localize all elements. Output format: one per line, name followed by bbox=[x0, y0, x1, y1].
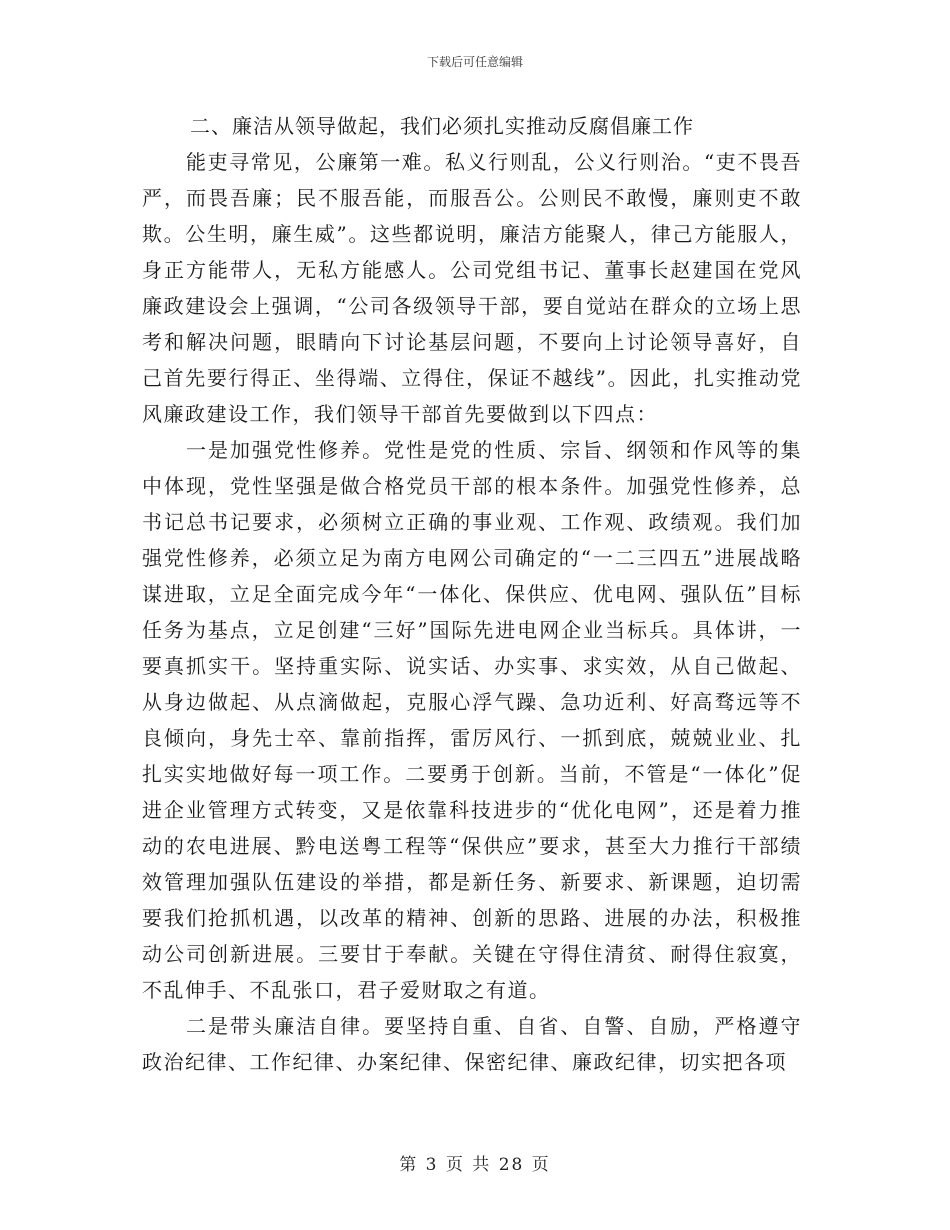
document-body bbox=[142, 108, 802, 1080]
section-heading: 二、廉洁从领导做起，我们必须扎实推动反腐倡廉工作 bbox=[190, 114, 694, 138]
page-header-note: 下载后可任意编辑 bbox=[426, 55, 523, 69]
paragraph-point-two: 二是带头廉洁自律。要坚持自重、自省、自警、自励，严格遵守政治纪律、工作纪律、办案纪律、保密纪律、廉政纪律，切实把各项 bbox=[142, 1014, 802, 1074]
paragraph-point-one: 一是加强党性修养。党性是党的性质、宗旨、纲领和作风等的集中体现，党性坚强是做合格党员干部的根本条件。加强党性修养，总书记总书记要求，必须树立正确的事业观、工作观、政绩观。我们加强党性修养，必须立足为南方电网公司确定的“一二三四五”进展战略谋进取，立足全面完成今年“一体化、保供应、优电网、强队伍”目标任务为基点，立足创建“三好”国际先进电网企业当标兵。具体讲，一要真抓实干。坚持重实际、说实话、办实事、求实效，从自己做起、从身边做起、从点滴做起，克服心浮气躁、急功近利、好高骛远等不良倾向，身先士卒、靠前指挥，雷厉风行、一抓到底，兢兢业业、扎扎实实地做好每一项工作。二要勇于创新。当前，不管是“一体化”促进企业管理方式转变，又是依靠科技进步的“优化电网”，还是着力推动的农电进展、黔电送粤工程等“保供应”要求，甚至大力推行干部绩效管理加强队伍建设的举措，都是新任务、新要求、新课题，迫切需要我们抢抓机遇，以改革的精神、创新的思路、进展的办法，积极推动公司创新进展。三要甘于奉献。关键在守得住清贫、耐得住寂寞，不乱伸手、不乱张口，君子爱财取之有道。 bbox=[142, 438, 802, 1002]
page-number: 第 3 页 共 28 页 bbox=[399, 1155, 551, 1175]
paragraph-intro: 能吏寻常见，公廉第一难。私义行则乱，公义行则治。“吏不畏吾严，而畏吾廉；民不服吾能，而服吾公。公则民不敢慢，廉则吏不敢欺。公生明，廉生威”。这些都说明，廉洁方能聚人，律己方能服人，身正方能带人，无私方能感人。公司党组书记、董事长赵建国在党风廉政建设会上强调，“公司各级领导干部，要自觉站在群众的立场上思考和解决问题，眼睛向下讨论基层问题，不要向上讨论领导喜好，自己首先要行得正、坐得端、立得住，保证不越线”。因此，扎实推动党风廉政建设工作，我们领导干部首先要做到以下四点： bbox=[142, 150, 802, 426]
